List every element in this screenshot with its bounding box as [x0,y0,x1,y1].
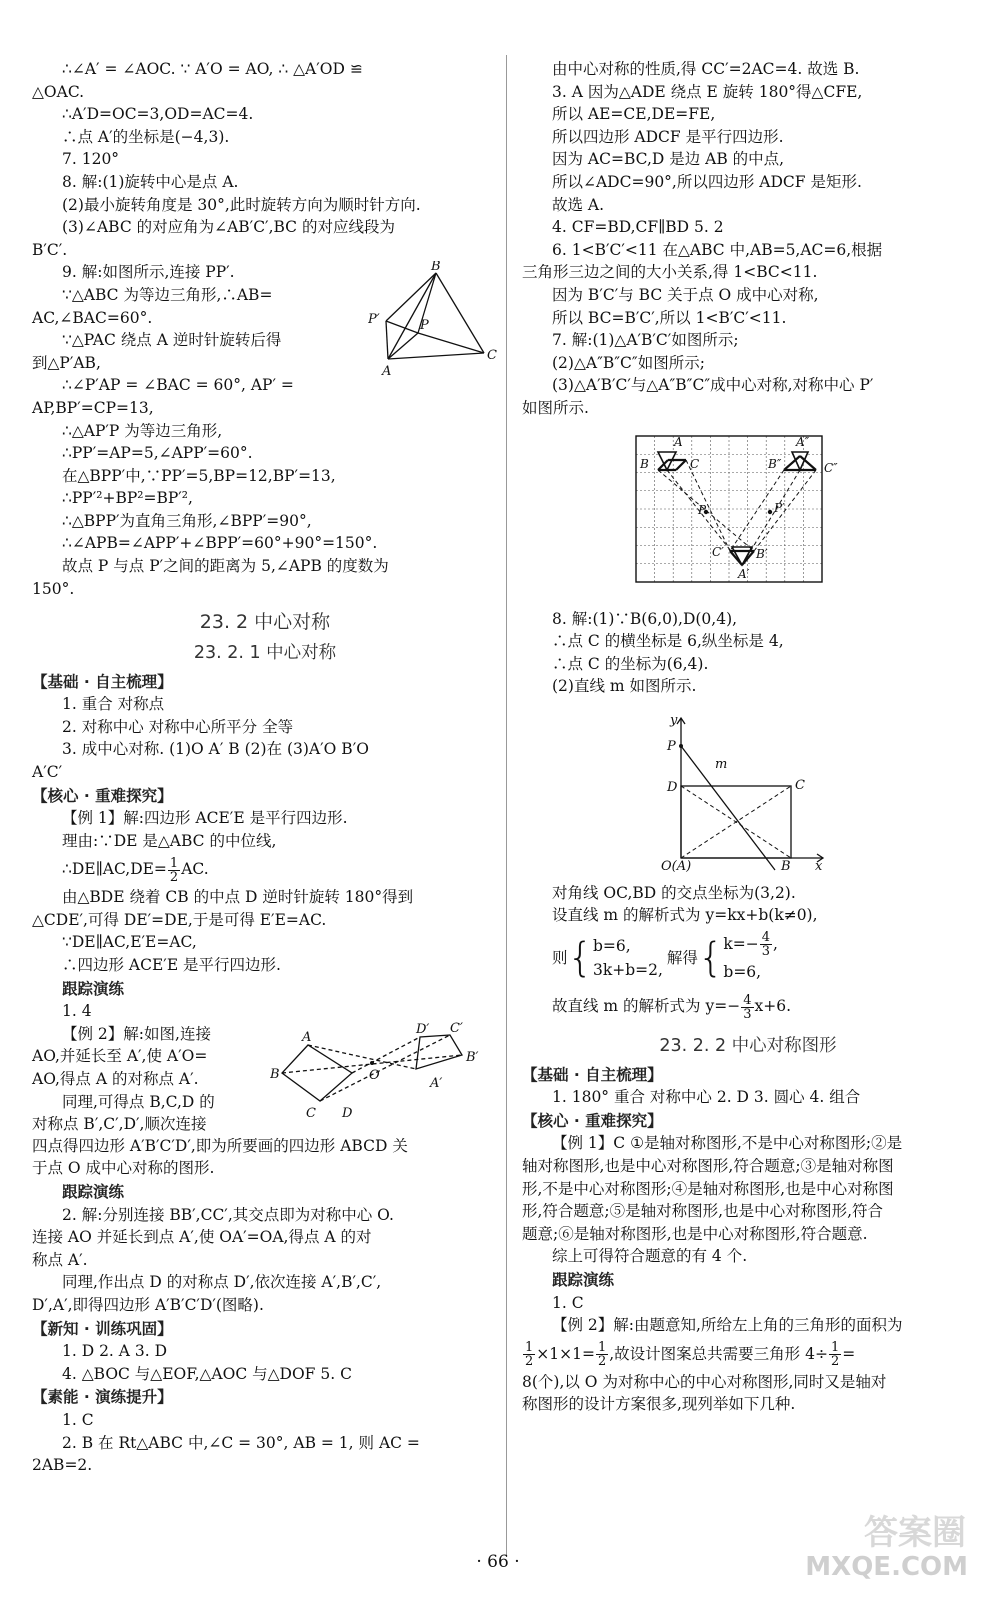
label-B-prime: B′ [756,546,768,561]
text-seg: ,故设计图案总共需要三角形 4÷ [609,1344,828,1363]
problem-9-block [32,261,498,601]
text-seg: = [842,1344,856,1363]
text-line: B′C′. [32,240,68,259]
text-line: △OAC. [32,82,85,101]
text-line: AO,得点 A 的对称点 A′. [32,1070,199,1089]
denominator: 2 [525,1354,534,1370]
label-A-prime: A′ [430,1075,443,1091]
fraction [829,1341,841,1368]
label-P: P [420,318,429,334]
numerator: 1 [597,1340,607,1356]
text-line [522,989,974,1023]
text-line: AC,∠BAC=60°. [32,308,153,327]
left-brace-icon: { [697,935,724,982]
heading-practice: 跟踪演练 [62,979,125,998]
text-line: 1. 180° 重合 对称中心 2. D 3. 圆心 4. 组合 [552,1088,861,1107]
page-number: · 66 · [476,1552,520,1572]
text-line: ∵△PAC 绕点 A 逆时针旋转后得 [62,331,282,350]
text-line: 所以 BC=B′C′,所以 1<B′C′<11. [552,308,787,327]
system-1 [593,934,663,982]
fraction [596,1341,608,1368]
equation: b=6, [592,937,631,956]
text-line: 同理,可得点 B,C,D 的 [62,1092,215,1111]
denominator: 3 [743,1006,752,1022]
text-line: 【例 1】解:四边形 ACE′E 是平行四边形. [62,809,348,828]
text-line: 故选 A. [552,195,605,214]
text-line: 2. 解:分别连接 BB′,CC′,其交点即为对称中心 O. [62,1205,394,1224]
text-line: 【例 2】解:如图,连接 [62,1024,211,1043]
system-2 [723,930,778,987]
text-line: 同理,作出点 D 的对称点 D′,依次连接 A′,B′,C′, [62,1273,382,1292]
text-line: 所以四边形 ADCF 是平行四边形. [552,127,784,146]
text-line: 2AB=2. [32,1456,93,1475]
text-line: 于点 O 成中心对称的图形. [32,1159,215,1178]
equation: b=6, [723,963,762,982]
label-C-prime: C′ [712,544,724,559]
label-m: m [715,756,728,772]
label-A: A [302,1029,312,1045]
text-line: 理由:∵DE 是△ABC 的中位线, [62,831,277,850]
text-line: 连接 AO 并延长到点 A′,使 OA′=OA,得点 A 的对 [32,1228,372,1247]
denominator: 2 [169,869,179,885]
text-line [522,1337,974,1371]
label-P-prime: P′ [774,500,785,515]
text-line: ∴A′D=OC=3,OD=AC=4. [62,105,254,124]
heading-basics: 【基础 · 自主梳理】 [32,672,173,691]
label-C: C [690,456,700,471]
text-line: ∴△BPP′为直角三角形,∠BPP′=90°, [62,511,312,530]
text-line: 9. 解:如图所示,连接 PP′. [62,263,235,282]
text-line: A′C′ [32,762,63,781]
right-column [522,58,974,1416]
heading-core: 【核心 · 重难探究】 [522,1111,663,1130]
text-line: D′,A′,即得四边形 A′B′C′D′(图略). [32,1296,264,1314]
denominator: 3 [761,944,771,960]
numerator: 4 [743,992,752,1008]
column-divider [506,55,507,1555]
text-line: 【例 2】解:由题意知,所给左上角的三角形的面积为 [552,1316,903,1335]
text-line: 3. 成中心对称. (1)O A′ B (2)在 (3)A′O B′O [62,740,369,759]
text-line: 所以 AE=CE,DE=FE, [552,105,716,124]
label-B: B [781,858,791,872]
example-2-block [32,1020,498,1135]
text-line: AP,BP′=CP=13, [32,398,154,417]
text-line: AO,并延长至 A′,使 A′O= [32,1047,208,1066]
text-line: 四点得四边形 A′B′C′D′,即为所要画的四边形 ABCD 关 [32,1136,408,1155]
denominator: 2 [597,1354,607,1370]
text-line: ∴∠APB=∠APP′+∠BPP′=60°+90°=150°. [62,534,378,553]
label-A-prime: A′ [738,566,750,581]
label-C-double-prime: C″ [824,460,838,475]
text-line: ∴点 C 的横坐标是 6,纵坐标是 4, [552,632,784,651]
text-line: 由中心对称的性质,得 CC′=2AC=4. 故选 B. [552,60,860,78]
text-line: 如图所示. [522,398,589,417]
text-line: 因为 B′C′与 BC 关于点 O 成中心对称, [552,285,819,304]
text-line: ∵△ABC 为等边三角形,∴AB= [62,285,273,304]
label-B: B [431,261,441,275]
text-line: 6. 1<B′C′<11 在△ABC 中,AB=5,AC=6,根据 [552,240,883,259]
text-line: 到△P′AB, [32,353,101,372]
numerator: 1 [830,1340,840,1356]
left-brace-icon: { [567,935,593,982]
watermark-logo: 答案圈 [864,1513,966,1553]
text-line: 2. B 在 Rt△ABC 中,∠C = 30°, AB = 1, 则 AC = [62,1433,420,1452]
label-B-prime: B′ [466,1049,479,1065]
label-P: P [698,502,707,517]
text-line: ∴∠P′AP = ∠BAC = 60°, AP′ = [62,376,294,395]
text-line: 所以∠ADC=90°,所以四边形 ADCF 是矩形. [552,172,862,191]
heading-core: 【核心 · 重难探究】 [32,786,173,805]
label-A-double-prime: A″ [796,434,810,449]
text-line: (3)∠ABC 的对应角为∠AB′C′,BC 的对应线段为 [62,218,395,237]
text-line: 题意;⑥是轴对称图形,也是中心对称图形,符合题意. [522,1224,868,1243]
text-line: 在△BPP′中,∵PP′=5,BP=12,BP′=13, [62,466,336,485]
axis-label-y: y [670,712,678,728]
label-B: B [270,1066,280,1082]
text-line: 150°. [32,579,75,598]
text-line: ∴∠A′ = ∠AOC. ∵ A′O = AO, ∴ △A′OD ≌ [62,60,363,78]
text-seg: k=− [723,934,759,953]
text-line: 称图形的设计方案很多,现列举如下几种. [522,1395,796,1414]
label-C: C [306,1105,316,1121]
text-line: 因为 AC=BC,D 是边 AB 的中点, [552,150,785,169]
text-line: 8. 解:(1)旋转中心是点 A. [62,172,239,191]
text-line: 4. CF=BD,CF∥BD 5. 2 [552,218,724,237]
label-D: D [342,1105,353,1121]
text-line: 1. D 2. A 3. D [62,1342,168,1361]
text-line: 8(个),以 O 为对称中心的中心对称图形,同时又是轴对 [522,1372,887,1391]
label-C-prime: C′ [450,1020,463,1036]
heading-new-knowledge: 【新知 · 训练巩固】 [32,1319,173,1338]
label-B-double-prime: B″ [768,456,782,471]
label-P-prime: P′ [368,312,380,328]
text-line: 由△BDE 绕着 CB 的中点 D 逆时针旋转 180°得到 [62,888,414,907]
text-seg: 则 [552,948,568,967]
text-line: 7. 120° [62,150,120,169]
grid-triangle-figure [632,432,854,592]
triangle-rotation-figure [368,261,498,381]
heading-practice: 跟踪演练 [552,1271,615,1289]
label-A: A [674,434,683,449]
label-C: C [795,777,805,793]
text-seg: 解得 [666,948,698,967]
text-line: ∴点 C 的坐标为(6,4). [552,654,709,673]
heading-ability: 【素能 · 演练提升】 [32,1388,173,1407]
text-line: (2)最小旋转角度是 30°,此时旋转方向为顺时针方向. [62,195,421,214]
text-line: 3. A 因为△ADE 绕点 E 旋转 180°得△CFE, [552,82,863,101]
text-seg: ∴DE∥AC,DE= [62,860,167,879]
label-P: P [667,738,676,754]
text-line: ∴四边形 ACE′E 是平行四边形. [62,956,281,975]
equation-system [522,927,974,989]
subsection-title: 23. 2. 1 中心对称 [193,642,337,663]
label-O-A: O(A) [661,858,692,872]
text-line: 1. C [62,1410,94,1429]
text-line: △CDE′,可得 DE′=DE,于是可得 E′E=AC. [32,910,327,929]
text-seg: x+6. [754,997,792,1016]
text-line: 1. 4 [62,1002,92,1021]
text-line: ∴PP′=AP=5,∠APP′=60°. [62,444,253,463]
fraction [760,931,772,958]
text-seg: AC. [181,860,209,879]
quadrilateral-symmetry-figure [270,1021,498,1133]
text-seg: 故直线 m 的解析式为 y=− [552,997,741,1016]
label-D: D [667,779,678,795]
text-line: 三角形三边之间的大小关系,得 1<BC<11. [522,263,818,282]
text-line: 故点 P 与点 P′之间的距离为 5,∠APB 的度数为 [62,557,389,576]
label-C: C [487,348,497,364]
text-line: ∵DE∥AC,E′E=AC, [62,933,197,952]
text-line: (2)△A″B″C″如图所示; [552,353,705,372]
equation: k=− $\frac{4}{3}$ , [723,930,778,960]
fraction [168,857,180,884]
text-line: ∴点 A′的坐标是(−4,3). [62,127,230,146]
fraction [523,1341,535,1368]
text-line: 1. C [552,1293,584,1312]
text-line: 形,符合题意;⑤是轴对称图形,也是中心对称图形,符合 [522,1202,884,1221]
text-line: 8. 解:(1)∵B(6,0),D(0,4), [552,609,738,628]
denominator: 2 [830,1354,840,1370]
text-line: 对角线 OC,BD 的交点坐标为(3,2). [552,883,796,902]
text-line: 2. 对称中心 对称中心所平分 全等 [62,717,294,736]
text-line: 1. 重合 对称点 [62,695,165,714]
watermark-url: MXQE.COM [805,1552,968,1582]
text-line: 综上可得符合题意的有 4 个. [552,1247,748,1266]
subsection-title: 23. 2. 2 中心对称图形 [659,1036,837,1057]
text-line: 轴对称图形,也是中心对称图形,符合题意;③是轴对称图 [522,1157,894,1176]
text-line: 形,不是中心对称图形;④是轴对称图形,也是中心对称图 [522,1179,894,1198]
label-A: A [382,364,392,380]
text-line: 对称点 B′,C′,D′,顺次连接 [32,1115,207,1134]
numerator: 1 [525,1340,534,1356]
text-line: 称点 A′. [32,1250,88,1269]
text-line: 7. 解:(1)△A′B′C′如图所示; [552,331,739,350]
text-line: (3)△A′B′C′与△A″B″C″成中心对称,对称中心 P′ [552,376,874,395]
coordinate-figure [657,712,827,872]
section-title: 23. 2 中心对称 [199,611,331,634]
label-O: O [369,1067,380,1083]
text-line: (2)直线 m 如图所示. [552,677,697,696]
text-line: 【例 1】C ①是轴对称图形,不是中心对称图形;②是 [552,1134,903,1153]
axis-label-x: x [815,858,823,872]
numerator: 1 [169,855,179,871]
text-line: ∴△AP′P 为等边三角形, [62,421,223,440]
text-line: 4. △BOC 与△EOF,△AOC 与△DOF 5. C [62,1364,352,1383]
equation: 3k+b=2, [592,961,663,980]
fraction [741,994,753,1021]
label-B: B [640,456,649,471]
left-column [32,58,498,1477]
text-line: 设直线 m 的解析式为 y=kx+b(k≠0), [552,906,818,925]
text-line: ∴PP′²+BP²=BP′², [62,489,193,508]
heading-basics: 【基础 · 自主梳理】 [522,1065,663,1084]
text-seg: ×1×1= [536,1344,595,1363]
heading-practice: 跟踪演练 [62,1183,125,1202]
label-D-prime: D′ [416,1021,430,1037]
numerator: 4 [761,930,771,946]
text-line [32,852,498,886]
